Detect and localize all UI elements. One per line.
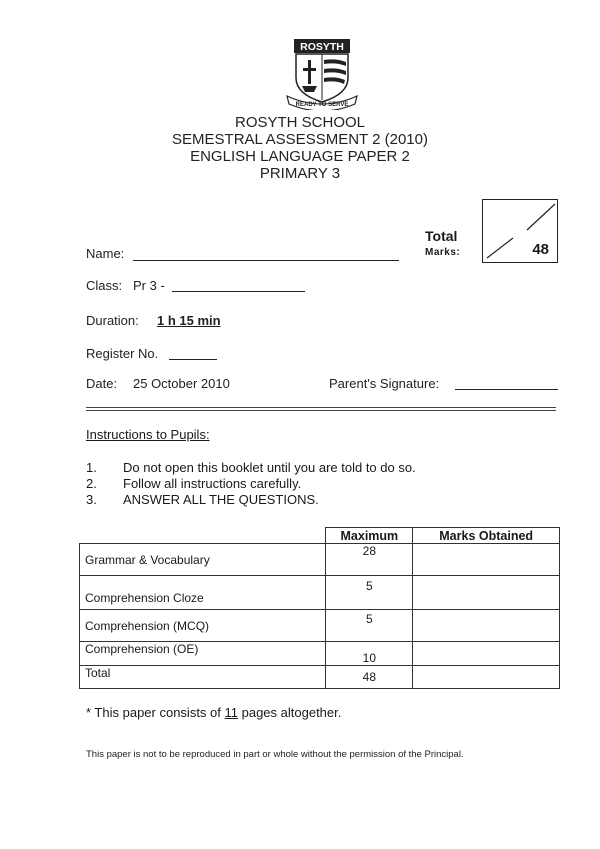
instructions-list [86, 460, 416, 508]
total-marks-box [482, 199, 558, 263]
table-header-maximum: Maximum [326, 528, 413, 544]
instructions-title: Instructions to Pupils: [86, 427, 210, 442]
class-field[interactable] [172, 291, 305, 292]
note-suffix: pages altogether. [238, 705, 342, 720]
table-cell-obtained[interactable] [413, 610, 560, 642]
register-label: Register No. [86, 346, 159, 361]
instruction-number: 3. [86, 492, 97, 507]
table-header-row [80, 528, 560, 544]
note-prefix: * This paper consists of [86, 705, 225, 720]
table-cell-section: Comprehension Cloze [80, 576, 326, 610]
table-cell-max: 5 [326, 610, 413, 642]
instruction-item [86, 492, 416, 508]
instruction-text: ANSWER ALL THE QUESTIONS. [123, 492, 319, 507]
section-divider-2 [86, 410, 556, 411]
instruction-item [86, 476, 416, 492]
table-cell-max: 28 [326, 544, 413, 576]
instruction-number: 2. [86, 476, 97, 491]
note-pages: 11 [224, 705, 238, 720]
table-cell-obtained[interactable] [413, 544, 560, 576]
table-cell-section: Comprehension (MCQ) [80, 610, 326, 642]
instruction-text: Do not open this booklet until you are told to do so. [123, 460, 416, 475]
assessment-title: SEMESTRAL ASSESSMENT 2 (2010) [172, 131, 428, 148]
table-cell-max: 10 [326, 642, 413, 666]
date-label: Date: [86, 376, 118, 391]
class-value: Pr 3 - [133, 278, 165, 293]
section-divider [86, 407, 556, 408]
school-name: ROSYTH SCHOOL [234, 114, 366, 131]
marks-table [79, 527, 560, 689]
table-header-section [80, 528, 326, 544]
school-header [0, 114, 600, 182]
instruction-number: 1. [86, 460, 97, 475]
name-field[interactable] [133, 260, 399, 261]
table-cell-section: Grammar & Vocabulary [80, 544, 326, 576]
instruction-text: Follow all instructions carefully. [123, 476, 302, 491]
table-row [80, 642, 560, 666]
register-field[interactable] [169, 359, 217, 360]
table-cell-max: 48 [326, 666, 413, 689]
table-row [80, 610, 560, 642]
date-value: 25 October 2010 [133, 376, 230, 391]
table-row [80, 666, 560, 689]
paper-title: ENGLISH LANGUAGE PAPER 2 [190, 148, 410, 165]
table-cell-section: Total [80, 666, 326, 689]
page-count-note [86, 705, 341, 720]
svg-text:READY TO SERVE: READY TO SERVE [295, 102, 349, 108]
table-cell-section: Comprehension (OE) [80, 642, 326, 666]
table-cell-max: 5 [326, 576, 413, 610]
table-row [80, 576, 560, 610]
class-label: Class: [86, 278, 123, 293]
instruction-item [86, 460, 416, 476]
table-header-obtained: Marks Obtained [413, 528, 560, 544]
table-cell-obtained[interactable] [413, 576, 560, 610]
table-row [80, 544, 560, 576]
table-cell-obtained[interactable] [413, 666, 560, 689]
signature-field[interactable] [455, 389, 558, 390]
level-title: PRIMARY 3 [259, 165, 341, 182]
total-label: Total [425, 228, 458, 244]
name-label: Name: [86, 246, 125, 261]
duration-value: 1 h 15 min [157, 313, 221, 328]
duration-label: Duration: [86, 313, 139, 328]
table-cell-obtained[interactable] [413, 642, 560, 666]
signature-label: Parent's Signature: [329, 376, 440, 391]
copyright-footer: This paper is not to be reproduced in part or whole without the permission of the Principal. [86, 749, 464, 760]
school-crest-logo [284, 38, 360, 110]
total-marks-value: 48 [532, 241, 549, 258]
svg-text:ROSYTH: ROSYTH [300, 41, 344, 53]
marks-label: Marks: [425, 247, 461, 258]
